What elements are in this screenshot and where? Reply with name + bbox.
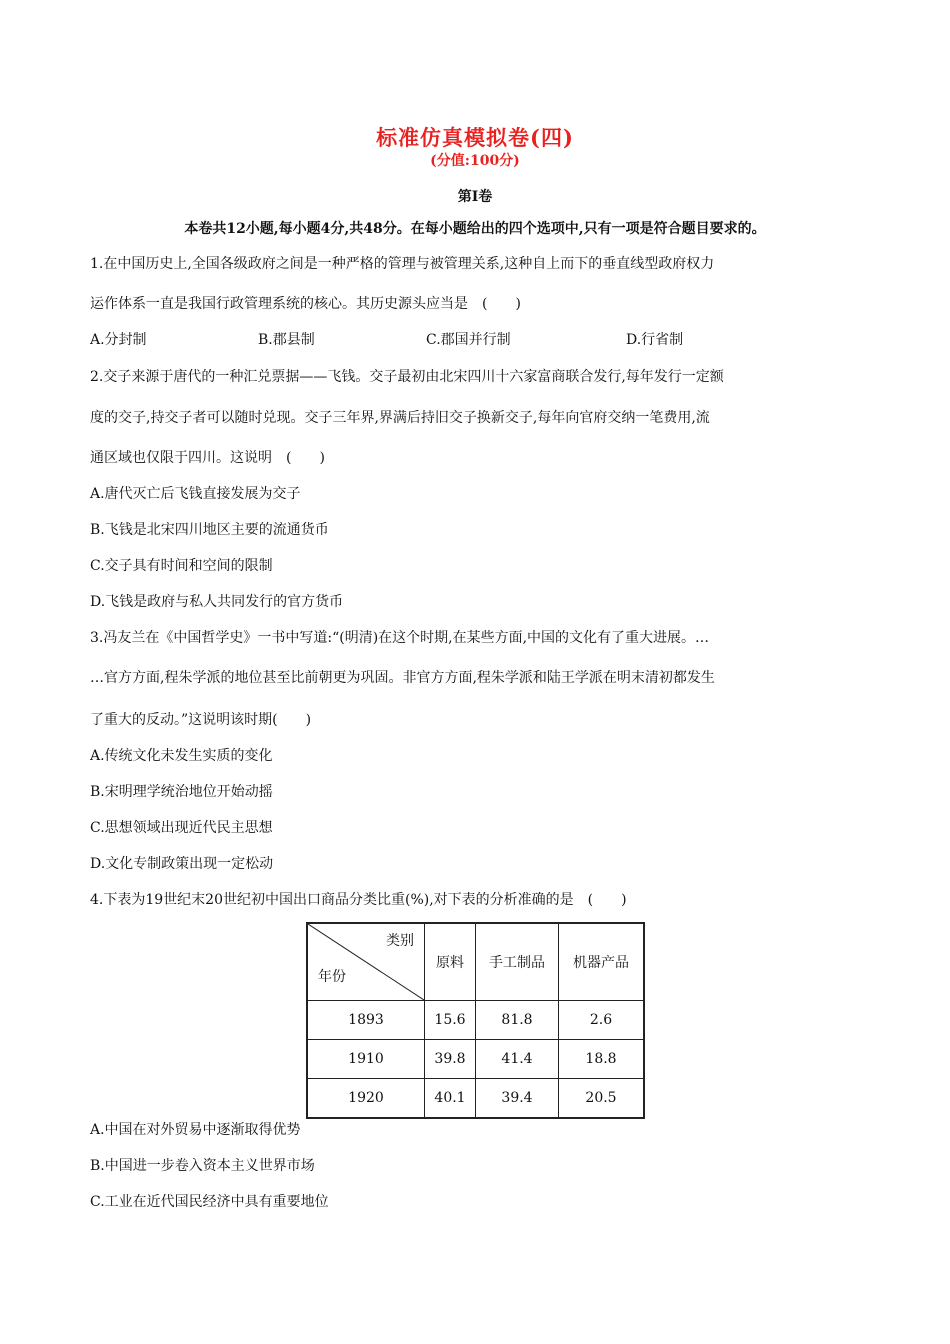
q2-stem-line-2: 度的交子,持交子者可以随时兑现。交子三年界,界满后持旧交子换新交子,每年向官府交纳一笔费用,流	[90, 410, 710, 426]
q3-option-d[interactable]: D.文化专制政策出现一定松动	[90, 856, 274, 872]
q4-stem-line-1: 4.下表为19世纪末20世纪初中国出口商品分类比重(%),对下表的分析准确的是 ( )	[90, 892, 627, 908]
q1-option-b[interactable]: B.郡县制	[258, 332, 315, 348]
table-cell: 81.8	[476, 1001, 559, 1040]
table-year-cell: 1920	[307, 1079, 425, 1119]
table-year-cell: 1893	[307, 1001, 425, 1040]
table-cell: 20.5	[559, 1079, 645, 1119]
corner-bottom-label: 年份	[318, 969, 346, 985]
q2-stem-line-1: 2.交子来源于唐代的一种汇兑票据——飞钱。交子最初由北宋四川十六家富商联合发行,每年发行一定额	[90, 369, 724, 385]
q3-option-c[interactable]: C.思想领域出现近代民主思想	[90, 820, 273, 836]
corner-top-label: 类别	[386, 933, 414, 949]
table-row	[307, 1079, 644, 1119]
table-cell: 2.6	[559, 1001, 645, 1040]
q2-option-b[interactable]: B.飞钱是北宋四川地区主要的流通货币	[90, 522, 329, 538]
q1-option-d[interactable]: D.行省制	[626, 332, 684, 348]
table-cell: 15.6	[425, 1001, 476, 1040]
q1-stem-line-1: 1.在中国历史上,全国各级政府之间是一种严格的管理与被管理关系,这种自上而下的垂直线型政府权力	[90, 256, 715, 272]
table-cell: 18.8	[559, 1040, 645, 1079]
q1-options	[90, 330, 850, 350]
table-corner-cell	[307, 923, 425, 1001]
table-header-row	[307, 923, 644, 1001]
table-row	[307, 1001, 644, 1040]
q1-stem-line-2: 运作体系一直是我国行政管理系统的核心。其历史源头应当是 ( )	[90, 296, 521, 312]
exam-title: 标准仿真模拟卷(四)	[376, 125, 574, 150]
q2-option-a[interactable]: A.唐代灭亡后飞钱直接发展为交子	[90, 486, 301, 502]
q3-option-a[interactable]: A.传统文化未发生实质的变化	[90, 748, 273, 764]
table-row	[307, 1040, 644, 1079]
section-instruction: 本卷共12小题,每小题4分,共48分。在每小题给出的四个选项中,只有一项是符合题目要求的。	[184, 221, 766, 237]
table-cell: 40.1	[425, 1079, 476, 1119]
q2-option-d[interactable]: D.飞钱是政府与私人共同发行的官方货币	[90, 594, 344, 610]
table-header-cell: 机器产品	[559, 923, 645, 1001]
q4-option-a[interactable]: A.中国在对外贸易中逐渐取得优势	[90, 1122, 301, 1138]
q1-option-c[interactable]: C.郡国并行制	[426, 332, 511, 348]
q3-stem-line-3: 了重大的反动。”这说明该时期( )	[90, 712, 312, 728]
export-share-table	[306, 922, 645, 1119]
q3-option-b[interactable]: B.宋明理学统治地位开始动摇	[90, 784, 273, 800]
table-header-cell: 原料	[425, 923, 476, 1001]
exam-score: (分值:100分)	[430, 153, 520, 169]
q3-stem-line-1: 3.冯友兰在《中国哲学史》一书中写道:“(明清)在这个时期,在某些方面,中国的文化有了重大进展。…	[90, 630, 710, 646]
q1-option-a[interactable]: A.分封制	[90, 332, 147, 348]
table-year-cell: 1910	[307, 1040, 425, 1079]
q4-option-c[interactable]: C.工业在近代国民经济中具有重要地位	[90, 1194, 329, 1210]
table-cell: 41.4	[476, 1040, 559, 1079]
q2-stem-line-3: 通区域也仅限于四川。这说明 ( )	[90, 450, 325, 466]
table-header-cell: 手工制品	[476, 923, 559, 1001]
q3-stem-line-2: …官方方面,程朱学派的地位甚至比前朝更为巩固。非官方方面,程朱学派和陆王学派在明末清初都发生	[90, 670, 715, 686]
q4-option-b[interactable]: B.中国进一步卷入资本主义世界市场	[90, 1158, 315, 1174]
q2-option-c[interactable]: C.交子具有时间和空间的限制	[90, 558, 273, 574]
table-cell: 39.4	[476, 1079, 559, 1119]
table-cell: 39.8	[425, 1040, 476, 1079]
section-heading: 第Ⅰ卷	[457, 189, 493, 205]
